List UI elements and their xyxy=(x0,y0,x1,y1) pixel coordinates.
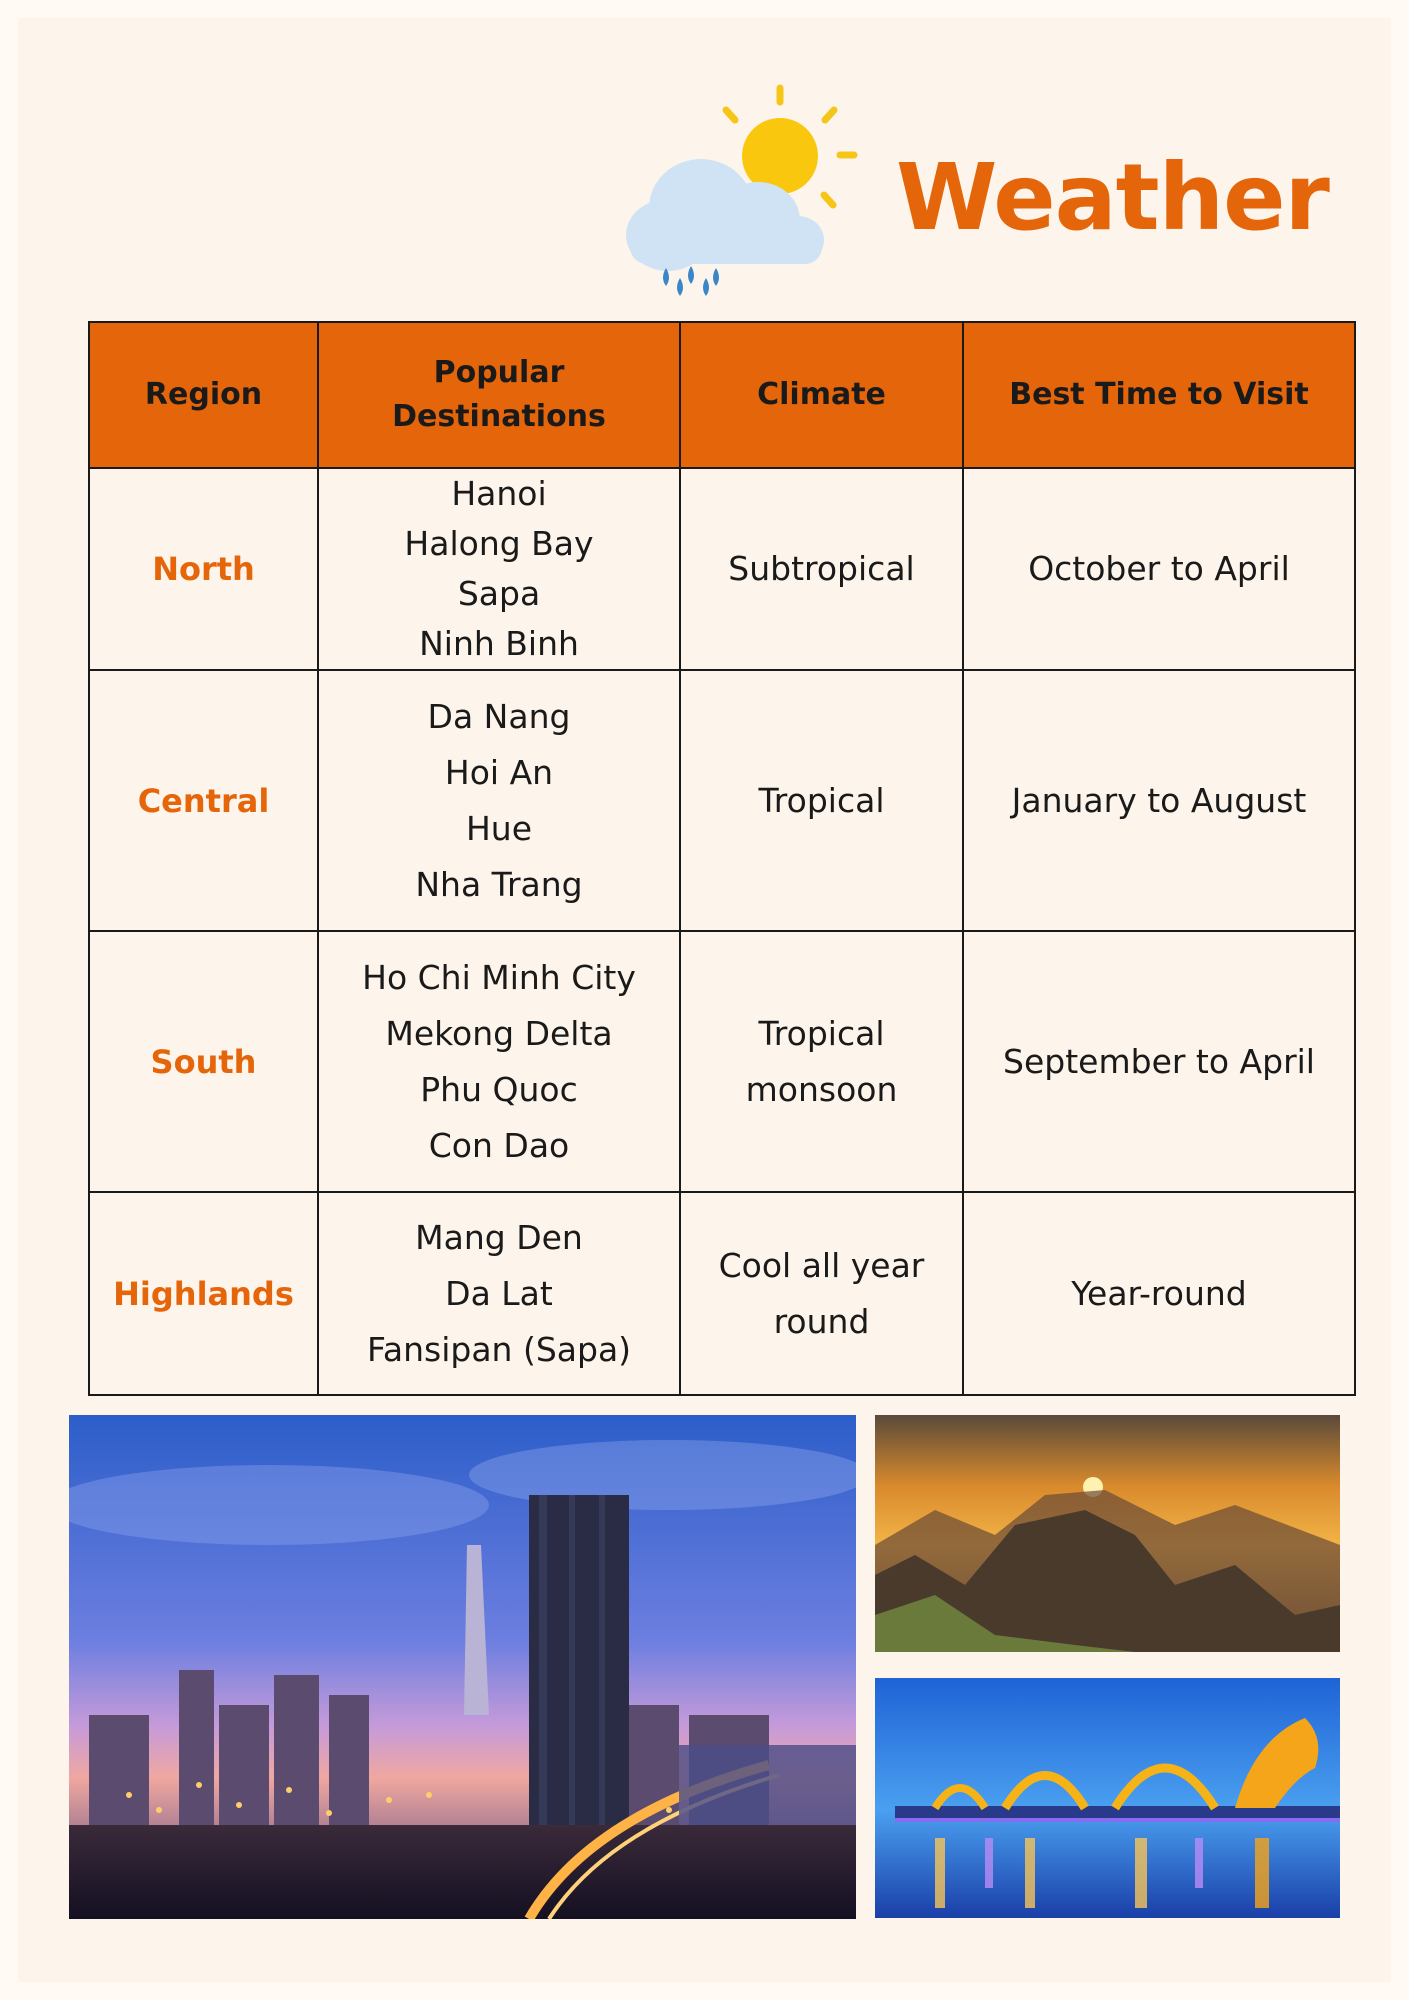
destination-item: Mekong Delta xyxy=(385,1013,613,1053)
destination-item: Sapa xyxy=(457,574,541,613)
table-row xyxy=(89,931,1355,1192)
best-time-cell: October to April xyxy=(963,468,1355,670)
destination-item: Ninh Binh xyxy=(419,624,579,663)
best-time-cell: January to August xyxy=(963,670,1355,931)
destination-item: Halong Bay xyxy=(404,524,594,563)
mountain-sunset-photo xyxy=(875,1415,1340,1652)
column-header-climate: Climate xyxy=(680,322,963,468)
region-cell: Central xyxy=(89,670,318,931)
destination-item: Ho Chi Minh City xyxy=(362,957,636,997)
destination-item: Da Nang xyxy=(427,696,571,736)
column-header-destinations: Popular Destinations xyxy=(318,322,680,468)
table-header-row xyxy=(89,322,1355,468)
header xyxy=(618,80,1348,300)
column-header-best-time: Best Time to Visit xyxy=(963,322,1355,468)
best-time-cell: September to April xyxy=(963,931,1355,1192)
column-header-region: Region xyxy=(89,322,318,468)
weather-table xyxy=(88,321,1356,1396)
page xyxy=(18,18,1391,1982)
destination-item: Hoi An xyxy=(444,752,554,792)
destinations-cell xyxy=(318,670,680,931)
destination-item: Fansipan (Sapa) xyxy=(366,1329,632,1369)
destinations-cell xyxy=(318,931,680,1192)
table-row xyxy=(89,1192,1355,1395)
dragon-bridge-photo xyxy=(875,1678,1340,1918)
destination-item: Phu Quoc xyxy=(420,1069,578,1109)
climate-cell: Subtropical xyxy=(680,468,963,670)
destination-item: Da Lat xyxy=(445,1273,553,1313)
table-row xyxy=(89,468,1355,670)
page-title: Weather xyxy=(896,144,1329,251)
climate-cell: Cool all year round xyxy=(680,1192,963,1395)
city-skyline-photo xyxy=(69,1415,856,1919)
table-row xyxy=(89,670,1355,931)
region-cell: South xyxy=(89,931,318,1192)
sun-behind-rain-cloud-icon xyxy=(618,80,858,300)
region-cell: Highlands xyxy=(89,1192,318,1395)
destination-item: Hanoi xyxy=(451,474,547,513)
destinations-cell xyxy=(318,1192,680,1395)
best-time-cell: Year-round xyxy=(963,1192,1355,1395)
destination-item: Mang Den xyxy=(415,1217,583,1257)
climate-cell: Tropical monsoon xyxy=(680,931,963,1192)
destination-item: Con Dao xyxy=(428,1125,570,1165)
climate-cell: Tropical xyxy=(680,670,963,931)
destinations-cell xyxy=(318,468,680,670)
destination-item: Nha Trang xyxy=(415,864,583,904)
destination-item: Hue xyxy=(465,808,533,848)
region-cell: North xyxy=(89,468,318,670)
